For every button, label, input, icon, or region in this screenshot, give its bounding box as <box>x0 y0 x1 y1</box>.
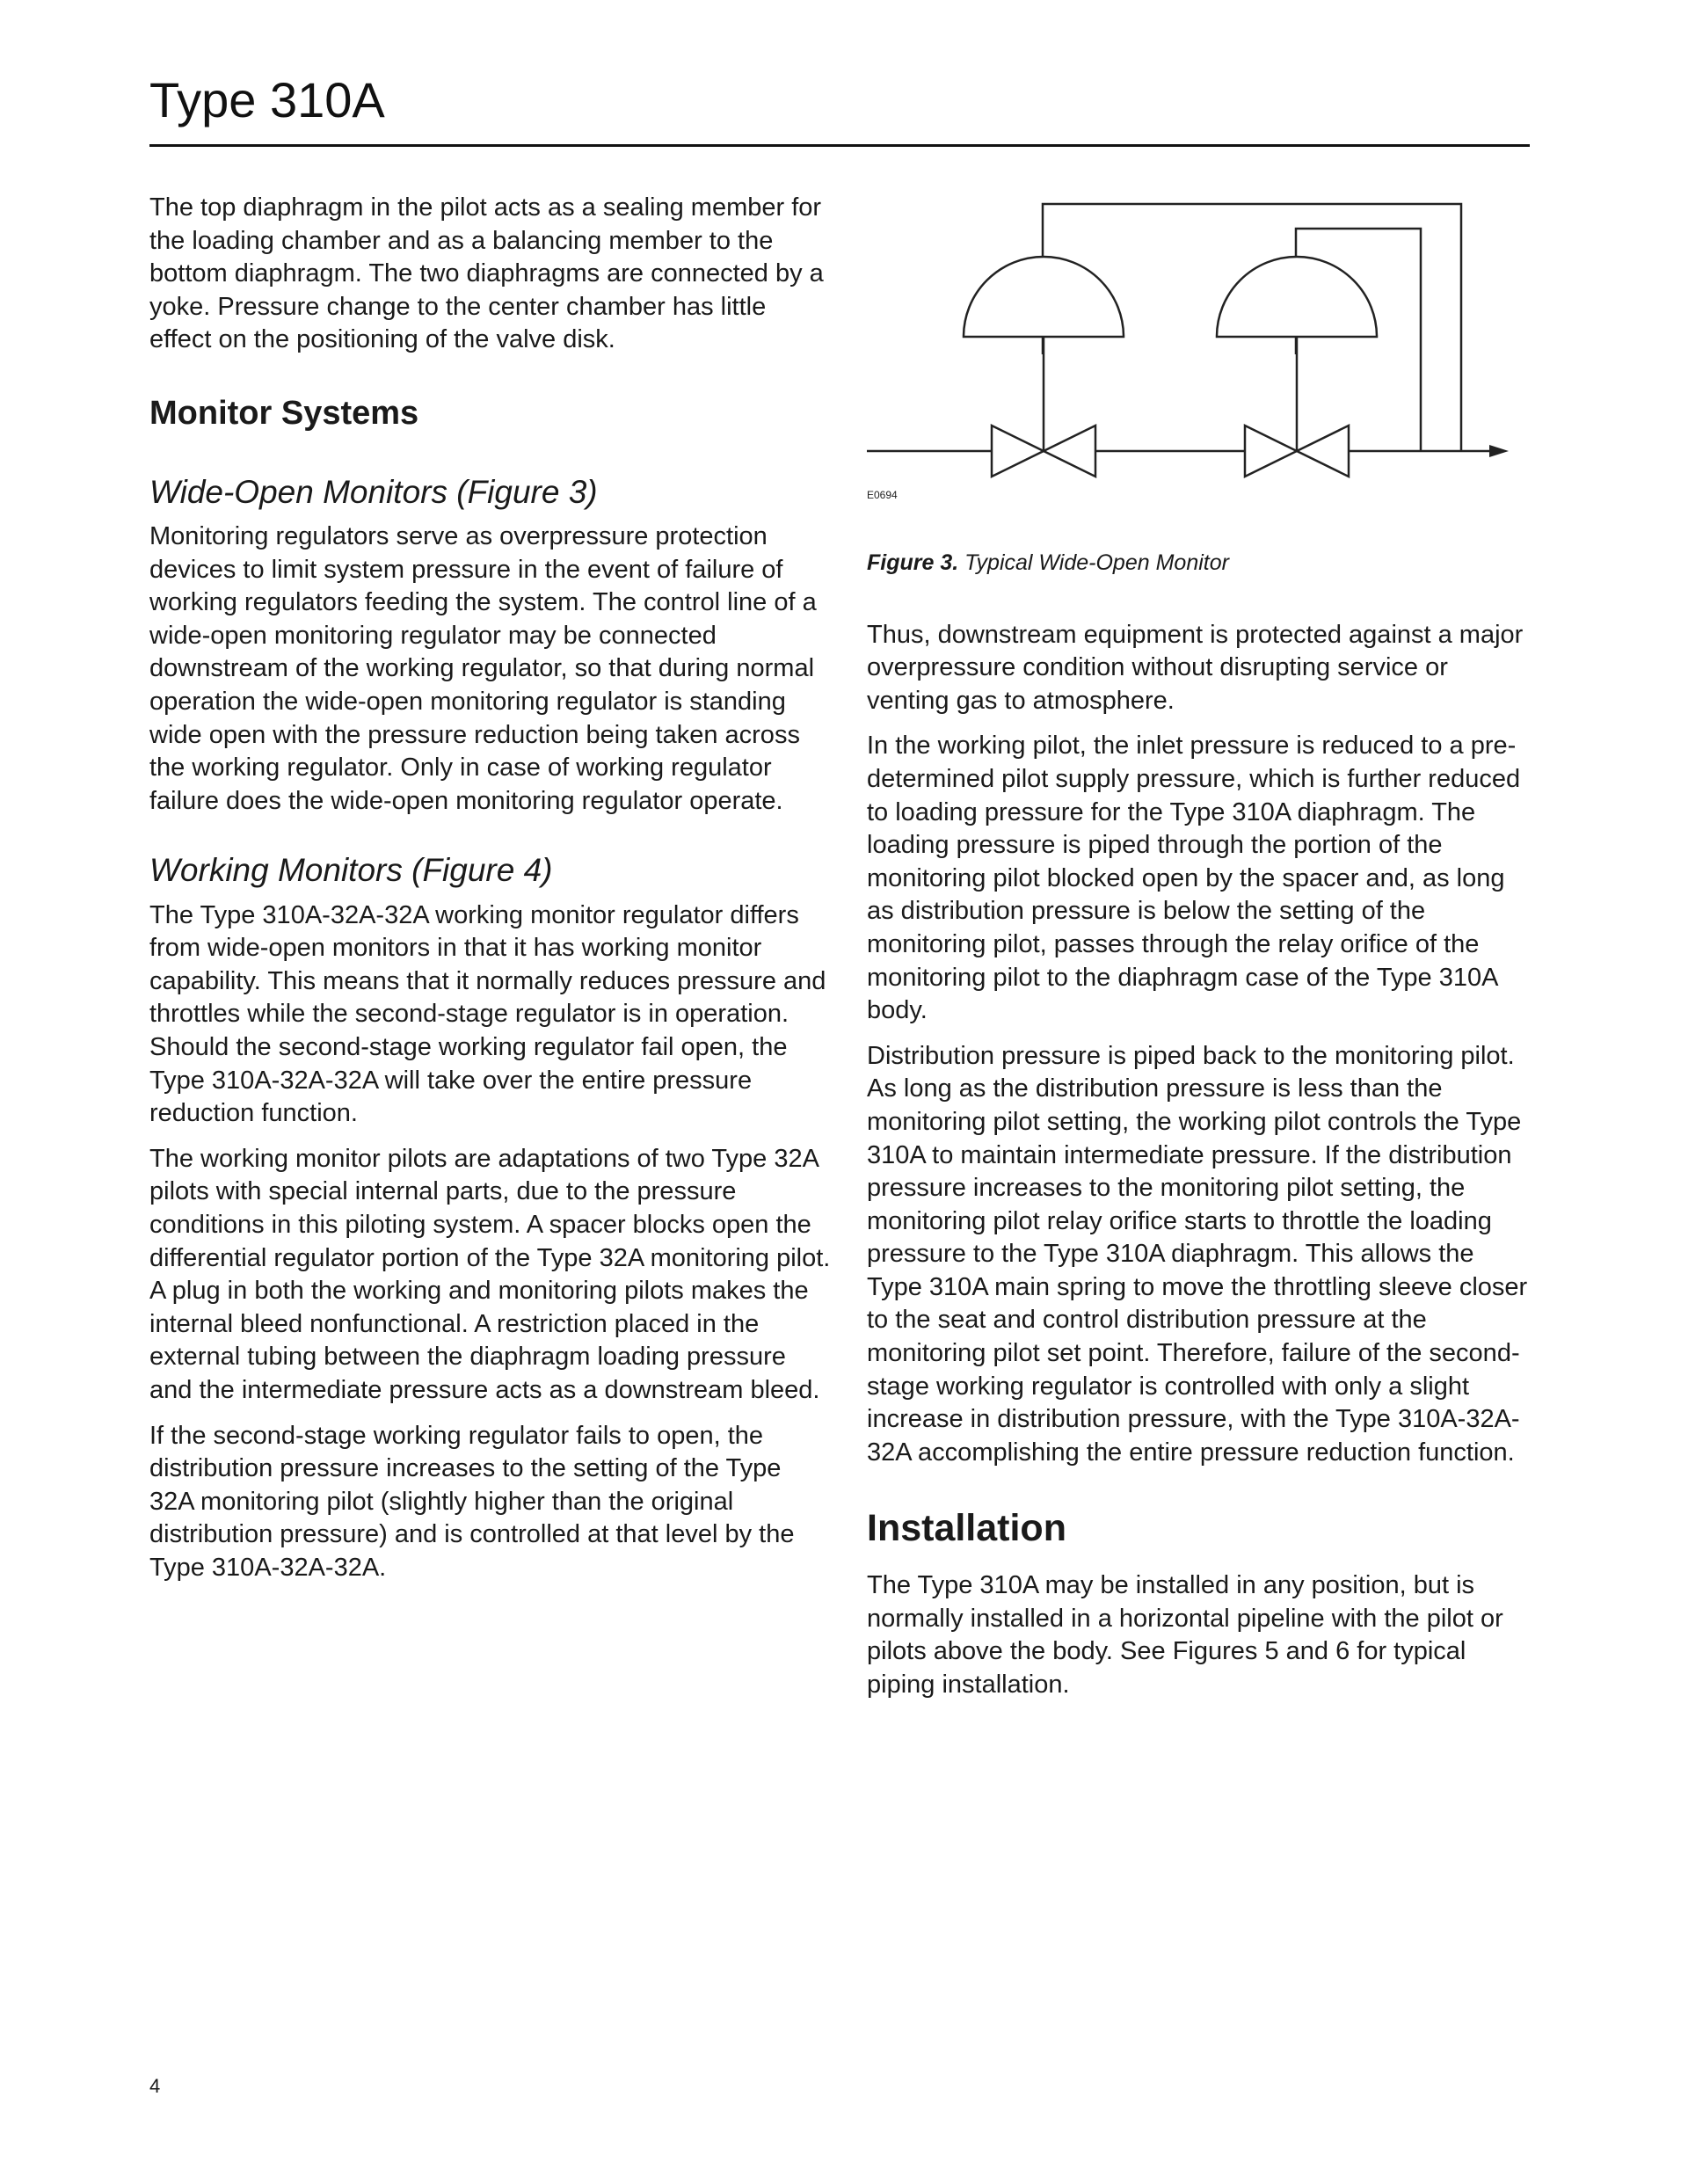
flow-arrow <box>1489 445 1509 457</box>
intro-paragraph: The top diaphragm in the pilot acts as a sealing member for the loading chamber and as a balancing member to the bottom diaphragm. The two diaphragms are connected by a yoke. Pressure change to the center chamber has little effect on the positioning of the valve disk. <box>149 193 824 354</box>
wide-open-monitor-diagram <box>867 192 1535 491</box>
right-paragraph-2: In the working pilot, the inlet pressure is reduced to a pre-determined pilot supply pressure, which is further reduced to loading pressure for the Type 310A diaphragm. The loading pressure is piped through the portion of the monitoring pilot blocked open by the spacer and, as long as distribution pressure is below the setting of the monitoring pilot, passes through the relay orifice of the monitoring pilot to the diaphragm case of the Type 310A body. <box>867 732 1521 1025</box>
working-monitors-paragraph-3: If the second-stage working regulator fails to open, the distribution pressure increases to the setting of the Type 32A monitoring pilot (slightly higher than the original distribution pressure) and is controlled at that level by the Type 310A-32A-32A. <box>149 1421 795 1582</box>
figure-caption-text: Typical Wide-Open Monitor <box>964 550 1229 575</box>
left-column <box>149 192 831 1598</box>
figure-caption <box>867 547 1535 580</box>
page-number: 4 <box>149 2075 161 2097</box>
working-monitors-paragraph-2: The working monitor pilots are adaptations of two Type 32A pilots with special internal parts, due to the pressure conditions in this piloting system. A spacer blocks open the differential regulator portion of the Type 32A monitoring pilot. A plug in both the working and monitoring pilots makes the internal bleed nonfunctional. A restriction placed in the external tubing between the diaphragm loading pressure and the intermediate pressure acts as a downstream bleed. <box>149 1144 831 1404</box>
working-monitors-paragraph-1: The Type 310A-32A-32A working monitor regulator differs from wide-open monitors in that it has working monitor capability. This means that it normally reduces pressure and throttles while the second-stage regulator is in operation. Should the second-stage working regulator fail open, the Type 310A-32A-32A will take over the entire pressure reduction function. <box>149 900 826 1128</box>
wide-open-paragraph: Monitoring regulators serve as overpressure protection devices to limit system pressure in the event of failure of working regulators feeding the system. The control line of a wide-open monitoring regulator may be connected downstream of the working regulator, so that during normal operation the wide-open monitoring regulator is standing wide open with the pressure reduction being taken across the working regulator. Only in case of working regulator failure does the wide-open monitoring regulator operate. <box>149 521 817 815</box>
pilot-dome-2 <box>1217 257 1377 337</box>
page-title: Type 310A <box>149 72 385 127</box>
working-monitors-heading: Working Monitors (Figure 4) <box>149 852 553 889</box>
header-rule <box>149 144 1530 147</box>
wide-open-monitors-heading: Wide-Open Monitors (Figure 3) <box>149 473 598 510</box>
installation-paragraph: The Type 310A may be installed in any position, but is normally installed in a horizontal pipeline with the pilot or pilots above the body. See Figures 5 and 6 for typical piping installation. <box>867 1571 1503 1699</box>
pilot-dome-1 <box>964 257 1124 337</box>
monitor-systems-heading: Monitor Systems <box>149 394 419 432</box>
right-paragraph-1: Thus, downstream equipment is protected against a major overpressure condition without disrupting service or venting gas to atmosphere. <box>867 620 1524 715</box>
figure-code: E0694 <box>867 489 898 501</box>
figure-label: Figure 3. <box>867 550 959 575</box>
right-paragraph-3: Distribution pressure is piped back to the monitoring pilot. As long as the distribution pressure is less than the monitoring pilot setting, the working pilot controls the Type 310A to maintain intermediate pressure. If the distribution pressure increases to the monitoring pilot setting, the monitoring pilot relay orifice starts to throttle the loading pressure to the Type 310A diaphragm. This allows the Type 310A main spring to move the throttling sleeve closer to the seat and control distribution pressure at the monitoring pilot set point. Therefore, failure of the second-stage working regulator is controlled with only a slight increase in distribution pressure, with the Type 310A-32A-32A accomplishing the entire pressure reduction function. <box>867 1041 1528 1467</box>
figure-3 <box>867 192 1535 543</box>
installation-heading: Installation <box>867 1507 1066 1550</box>
right-column <box>867 192 1535 1714</box>
